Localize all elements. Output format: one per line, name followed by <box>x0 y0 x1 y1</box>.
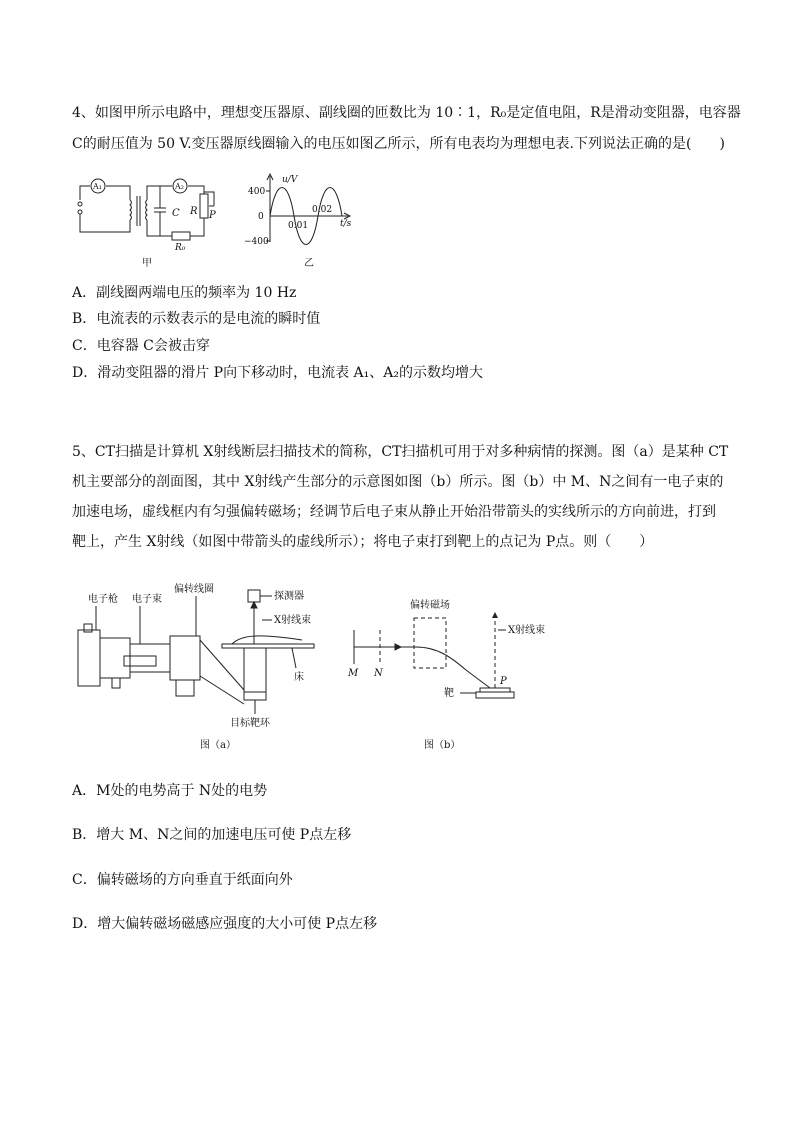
label-detector: 探测器 <box>274 591 304 602</box>
label-electron-gun: 电子枪 <box>88 594 118 605</box>
t-axis-label: t/s <box>340 219 352 229</box>
q5-figure-b <box>340 590 560 753</box>
tick-zero: 0 <box>258 212 264 222</box>
q5-figure-a <box>72 578 322 753</box>
label-xray-beam-b: X射线束 <box>508 625 546 636</box>
ammeter-a2-label: A₂ <box>175 182 184 191</box>
capacitor-label: C <box>172 208 180 219</box>
tick-neg400: −400 <box>244 237 269 247</box>
label-deflection-field: 偏转磁场 <box>410 600 450 611</box>
label-n: N <box>374 668 383 679</box>
label-electron-beam: 电子束 <box>132 594 162 605</box>
tick-0-02: 0.02 <box>312 205 333 215</box>
q5-option-a[interactable]: A．M处的电势高于 N处的电势 <box>72 783 268 799</box>
label-p: P <box>500 676 507 687</box>
q5-option-c[interactable]: C．偏转磁场的方向垂直于纸面向外 <box>72 872 293 888</box>
q5-stem-line-3: 加速电场，虚线框内有匀强偏转磁场；经调节后电子束从静止开始沿带箭头的实线所示的方向前进，打到 <box>72 504 716 520</box>
rheostat-label: R <box>190 206 198 217</box>
q5-stem-line-1: 5、CT扫描是计算机 X射线断层扫描技术的简称，CT扫描机可用于对多种病情的探测。图（a）是某种 CT <box>72 444 729 460</box>
label-xray-beam: X射线束 <box>274 615 312 626</box>
q5-option-b[interactable]: B．增大 M、N之间的加速电压可使 P点左移 <box>72 827 352 843</box>
q5-option-d[interactable]: D．增大偏转磁场磁感应强度的大小可使 P点左移 <box>72 916 378 932</box>
q4-stem-line-1: 4、如图甲所示电路中，理想变压器原、副线圈的匝数比为 10∶1，R₀是定值电阻，R是滑动变阻器，电容器 <box>72 105 741 121</box>
u-axis-label: u/V <box>282 175 298 185</box>
label-bed: 床 <box>294 672 304 683</box>
fig-a-caption: 图（a） <box>200 740 236 751</box>
fig-b-caption: 图（b） <box>424 740 461 751</box>
label-m: M <box>348 668 359 679</box>
q4-option-b[interactable]: B．电流表的示数表示的是电流的瞬时值 <box>72 311 321 327</box>
label-target-ring: 目标靶环 <box>230 718 270 729</box>
q4-stem-line-2: C的耐压值为 50 V.变压器原线圈输入的电压如图乙所示，所有电表均为理想电表.下列说法正确的是( ) <box>72 136 725 152</box>
q4-option-d[interactable]: D．滑动变阻器的滑片 P向下移动时，电流表 A₁、A₂的示数均增大 <box>72 365 483 381</box>
resistor-r0-label: R₀ <box>175 243 186 253</box>
q5-stem-line-4: 靶上，产生 X射线（如图中带箭头的虚线所示）；将电子束打到靶上的点记为 P点。则（ ） <box>72 534 654 550</box>
label-target: 靶 <box>444 688 454 699</box>
ammeter-a1-label: A₁ <box>93 182 102 191</box>
q4-figure-yi <box>240 170 370 270</box>
slider-label: P <box>209 210 216 221</box>
tick-400: 400 <box>248 187 266 197</box>
fig-jia-caption: 甲 <box>142 258 152 269</box>
label-deflection-coil: 偏转线圈 <box>174 584 214 595</box>
q5-stem-line-2: 机主要部分的剖面图，其中 X射线产生部分的示意图如图（b）所示。图（b）中 M、N之间有一电子束的 <box>72 474 724 490</box>
q4-figure-jia <box>72 170 232 270</box>
fig-yi-caption: 乙 <box>304 258 314 269</box>
q4-option-c[interactable]: C．电容器 C会被击穿 <box>72 338 210 354</box>
tick-0-01: 0.01 <box>288 221 309 231</box>
q4-option-a[interactable]: A．副线圈两端电压的频率为 10 Hz <box>72 285 297 301</box>
